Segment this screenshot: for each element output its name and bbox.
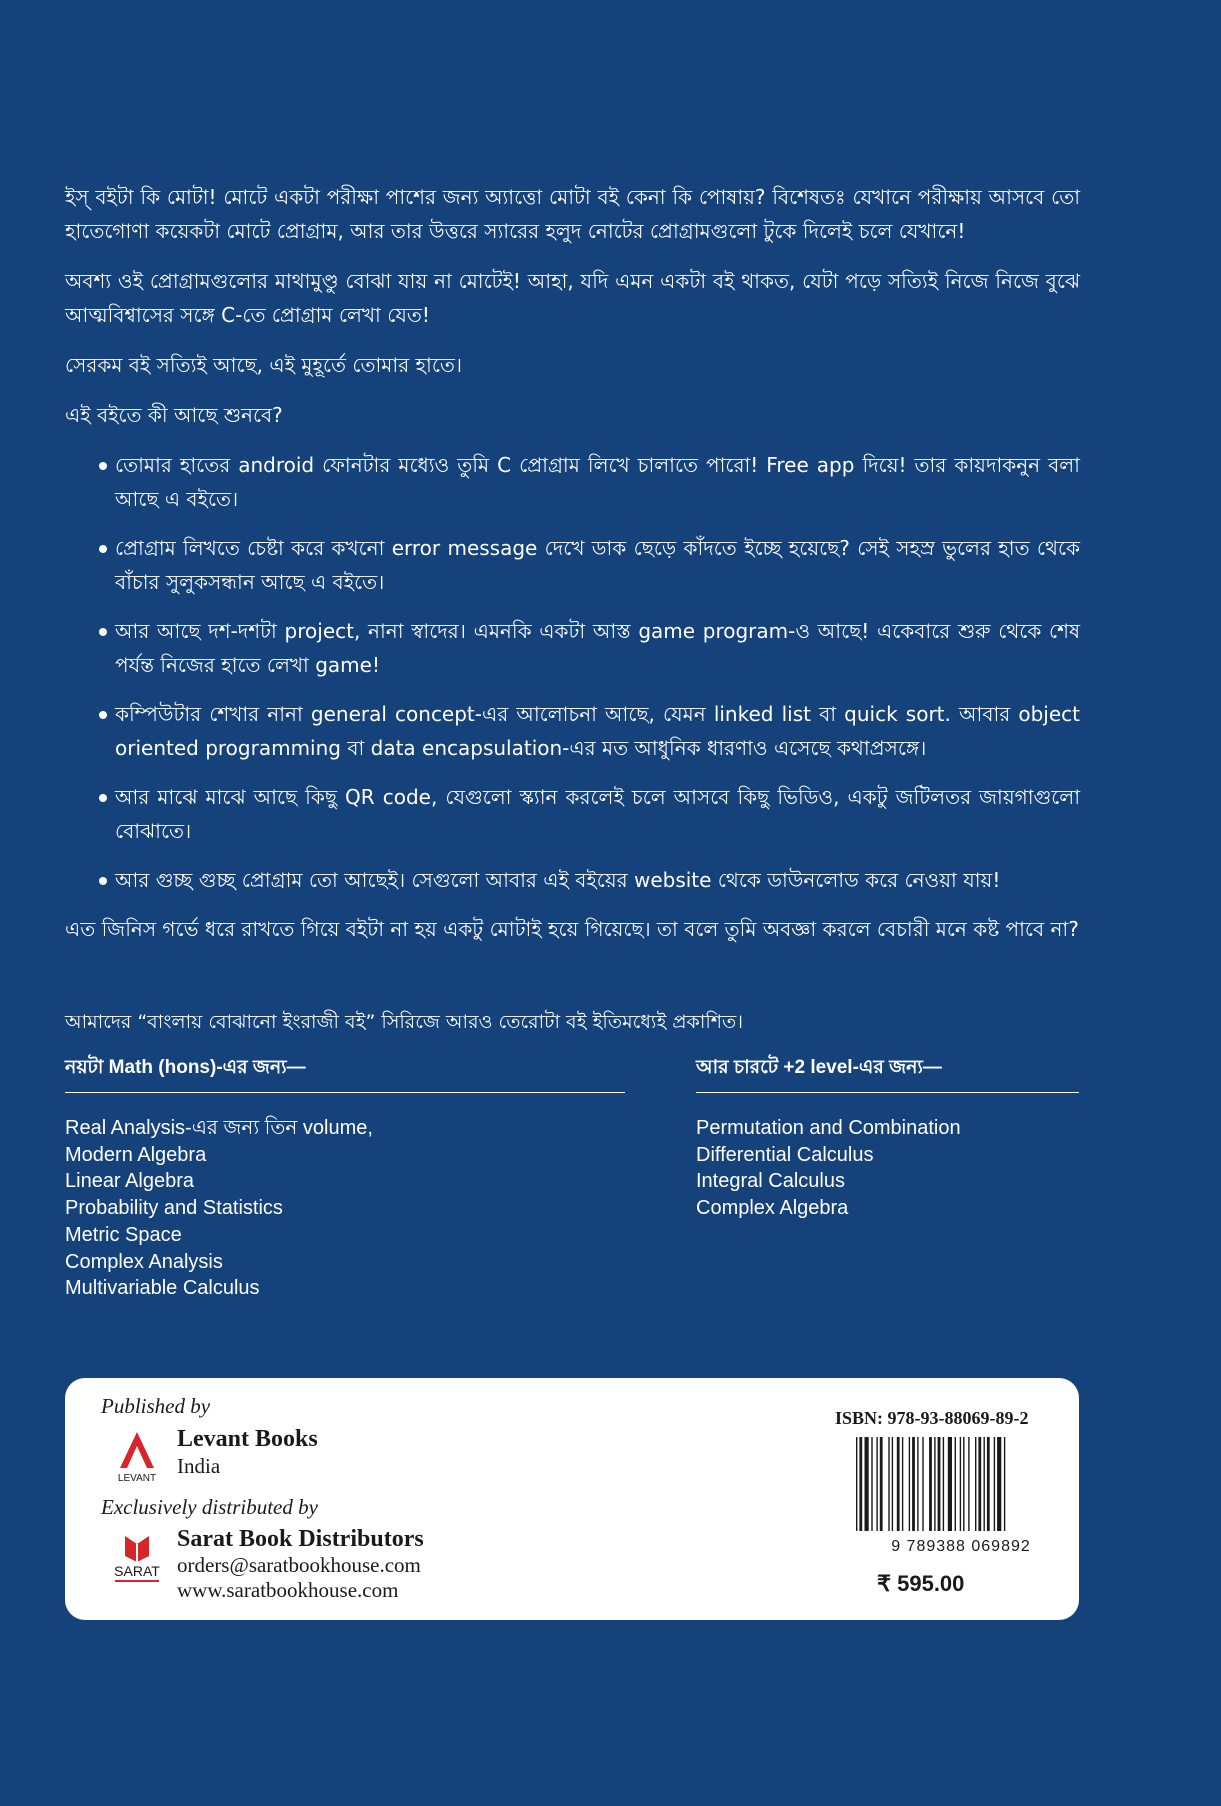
publisher-name: Levant Books [177, 1426, 318, 1452]
published-by-label: Published by [101, 1394, 211, 1418]
barcode-bar [880, 1437, 883, 1531]
book-title: Multivariable Calculus [65, 1277, 260, 1300]
sarat-logo-icon [107, 1530, 167, 1586]
isbn: ISBN: 978-93-88069-89-2 [835, 1408, 1029, 1428]
distributed-by-label: Exclusively distributed by [101, 1495, 318, 1519]
bullet-icon [99, 628, 107, 636]
barcode-bars [856, 1437, 1005, 1531]
intro-paragraph: ইস্ বইটা কি মোটা! মোটে একটা পরীক্ষা পাশের জন্য অ্যাত্তো মোটা বই কেনা কি পোষায়? বিশেষতঃ যেখানে পরীক্ষায় আসবে তো হাতেগোণা কয়েকটা মোটে প্রোগ্রাম, আর তার উত্তরে স্যারের হলুদ নোটের প্রোগ্রামগুলো টুকে দিলেই চলে যেখানে! [65, 185, 1080, 243]
bullet-icon [99, 462, 107, 470]
barcode-bar [929, 1437, 932, 1531]
publisher-country: India [177, 1454, 221, 1478]
book-title: Modern Algebra [65, 1143, 207, 1166]
barcode-bar [984, 1437, 985, 1531]
list-item-text: কম্পিউটার শেখার নানা general concept-এর আলোচনা আছে, যেমন linked list বা quick sort. আবার object oriented programming বা data encapsulation-এর মত আধুনিক ধারণাও এসেছে কথাপ্রসঙ্গে। [115, 702, 1080, 760]
barcode-bar [955, 1437, 956, 1531]
distributor-website: www.saratbookhouse.com [177, 1578, 399, 1602]
distributor-email: orders@saratbookhouse.com [177, 1553, 421, 1577]
plus-two-books-column [696, 1054, 1079, 1222]
intro-paragraph: এই বইতে কী আছে শুনবে? [65, 403, 283, 427]
book-title: Probability and Statistics [65, 1197, 283, 1220]
list-item-text: প্রোগ্রাম লিখতে চেষ্টা করে কখনো error message দেখে ডাক ছেড়ে কাঁদতে ইচ্ছে হয়েছে? সেই সহস্র ভুলের হাত থেকে বাঁচার সুলুকসন্ধান আছে এ বইতে। [115, 536, 1080, 594]
list-item [65, 863, 1080, 897]
sarat-logo-text: SARAT [114, 1563, 160, 1579]
barcode-bar [987, 1437, 990, 1531]
distributor-name: Sarat Book Distributors [177, 1526, 424, 1552]
barcode-bar [909, 1437, 910, 1531]
levant-logo-icon [115, 1430, 159, 1484]
barcode-bar [1004, 1437, 1005, 1531]
list-item-text: আর আছে দশ-দশটা project, নানা স্বাদের। এমনকি একটা আস্ত game program-ও আছে! একেবারে শুরু থেকে শেষ পর্যন্ত নিজের হাতে লেখা game! [115, 619, 1080, 677]
plus-two-books-list [696, 1115, 1079, 1222]
barcode-digits: 9 789388 069892 [891, 1538, 1031, 1555]
barcode-bar [963, 1437, 964, 1531]
barcode-bar [968, 1437, 969, 1531]
bullet-icon [99, 794, 107, 802]
price: ₹ 595.00 [877, 1571, 965, 1596]
list-item [65, 780, 1080, 848]
barcode-bar [876, 1437, 877, 1531]
barcode-bar [938, 1437, 941, 1531]
barcode-bar [948, 1437, 952, 1531]
math-books-column [65, 1054, 625, 1302]
barcode-bar [994, 1437, 995, 1531]
list-item [65, 531, 1080, 599]
barcode-bar [997, 1437, 1001, 1531]
book-title: Permutation and Combination [696, 1117, 961, 1139]
intro-paragraph: সেরকম বই সত্যিই আছে, এই মুহূর্তে তোমার হাতে। [65, 353, 463, 377]
book-title: Complex Analysis [65, 1250, 223, 1273]
series-intro: আমাদের “বাংলায় বোঝানো ইংরাজী বই” সিরিজে আরও তেরোটা বই ইতিমধ্যেই প্রকাশিত। [65, 1011, 744, 1033]
bullet-icon [99, 877, 107, 885]
levant-logo-text: LEVANT [117, 1473, 157, 1484]
closing-paragraph: এত জিনিস গর্ভে ধরে রাখতে গিয়ে বইটা না হয় একটু মোটাই হয়ে গিয়েছে। তা বলে তুমি অবজ্ঞা করলে বেচারী মনে কষ্ট পাবে না? [65, 917, 1079, 941]
book-title: Differential Calculus [696, 1143, 874, 1166]
barcode-bar [922, 1437, 923, 1531]
publisher-box [65, 1378, 1079, 1620]
barcode-bar [917, 1437, 918, 1531]
intro-paragraph: অবশ্য ওই প্রোগ্রামগুলোর মাথামুণ্ডু বোঝা যায় না মোটেই! আহা, যদি এমন একটা বই থাকত, যেটা পড়ে সত্যিই নিজে নিজে বুঝে আত্মবিশ্বাসের সঙ্গে C-তে প্রোগ্রাম লেখা যেত! [65, 269, 1080, 327]
math-books-heading: নয়টা Math (hons)-এর জন্য— [65, 1054, 625, 1093]
bullet-icon [99, 711, 107, 719]
barcode-bar [943, 1437, 944, 1531]
barcode-bar [975, 1437, 976, 1531]
barcode-bar [960, 1437, 961, 1531]
book-title: Real Analysis-এর জন্য তিন volume, [65, 1117, 373, 1139]
barcode-bar [934, 1437, 935, 1531]
barcode-bar [865, 1437, 869, 1531]
list-item-text: তোমার হাতের android ফোনটার মধ্যেও তুমি C প্রোগ্রাম লিখে চালাতে পারো! Free app দিয়ে! তার কায়দাকনুন বলা আছে এ বইতে। [115, 453, 1080, 511]
barcode-bar [902, 1437, 903, 1531]
barcode-bar [912, 1437, 915, 1531]
barcode-bar [897, 1437, 900, 1531]
list-item-text: আর মাঝে মাঝে আছে কিছু QR code, যেগুলো স্ক্যান করলেই চলে আসবে কিছু ভিডিও, একটু জটিলতর জায়গাগুলো বোঝাতে। [115, 785, 1080, 843]
barcode [850, 1435, 1072, 1555]
blurb [65, 180, 1080, 962]
book-title: Integral Calculus [696, 1170, 845, 1193]
barcode-bar [871, 1437, 872, 1531]
math-books-list [65, 1115, 625, 1302]
book-title: Linear Algebra [65, 1170, 194, 1193]
barcode-bar [859, 1437, 862, 1531]
barcode-bar [888, 1437, 889, 1531]
book-title: Metric Space [65, 1223, 182, 1246]
barcode-bar [856, 1437, 857, 1531]
book-title: Complex Algebra [696, 1197, 849, 1220]
list-item [65, 448, 1080, 516]
list-item-text: আর গুচ্ছ গুচ্ছ প্রোগ্রাম তো আছেই। সেগুলো আবার এই বইয়ের website থেকে ডাউনলোড করে নেওয়া যায়! [115, 868, 1001, 892]
bullet-icon [99, 545, 107, 553]
list-item [65, 614, 1080, 682]
list-item [65, 697, 1080, 765]
barcode-bar [892, 1437, 893, 1531]
barcode-bar [978, 1437, 981, 1531]
feature-list [65, 448, 1080, 897]
plus-two-books-heading: আর চারটে +2 level-এর জন্য— [696, 1054, 1079, 1093]
